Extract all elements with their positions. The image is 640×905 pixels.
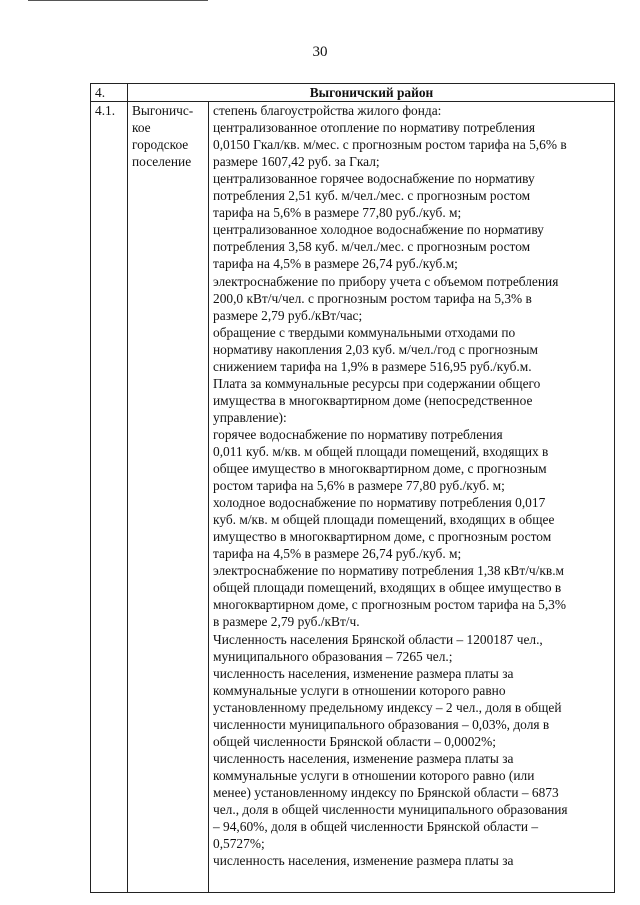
text-line: общей площади помещений, входящих в общее имущество в — [213, 580, 562, 596]
text-line: холодное водоснабжение по нормативу потребления 0,017 — [213, 495, 546, 511]
text-line: менее) установленному индексу по Брянской области – 6873 — [213, 784, 559, 800]
text-line: 0,011 куб. м/кв. м общей площади помещений, входящих в — [213, 443, 549, 459]
text-line: имущество в многоквартирном доме, с прогнозным ростом — [213, 529, 552, 545]
text-line: коммунальные услуги в отношении которого равно — [213, 682, 506, 698]
settlement-name-line: городское — [132, 137, 189, 153]
text-line: численность населения, изменение размера платы за — [213, 853, 514, 869]
text-line: размере 2,79 руб./кВт/час; — [213, 307, 363, 323]
text-line: электроснабжение по прибору учета с объемом потребления — [213, 273, 559, 289]
text-line: управление): — [213, 409, 287, 425]
settlement-name-line: кое — [132, 120, 151, 136]
text-line: численность населения, изменение размера платы за — [213, 750, 514, 766]
text-line: численность населения, изменение размера платы за — [213, 665, 514, 681]
text-line: 0,0150 Гкал/кв. м/мес. с прогнозным ростом тарифа на 5,6% в — [213, 137, 567, 153]
text-line: 0,5727%; — [213, 836, 265, 852]
settlement-name-line: поселение — [132, 154, 192, 170]
text-line: снижением тарифа на 1,9% в размере 516,95 руб./куб.м. — [213, 358, 532, 374]
text-line: тарифа на 4,5% в размере 26,74 руб./куб. м; — [213, 546, 462, 562]
text-line: установленному предельному индексу – 2 чел., доля в общей — [213, 699, 562, 715]
text-line: ростом тарифа на 5,6% в размере 77,80 руб./куб. м; — [213, 478, 505, 494]
text-line: Численность населения Брянской области – 1200187 чел., — [213, 631, 543, 647]
text-line: – 94,60%, доля в общей численности Брянской области – — [213, 819, 539, 835]
text-line: общей численности Брянской области – 0,0002%; — [213, 733, 496, 749]
text-line: потребления 2,51 куб. м/чел./мес. с прогнозным ростом — [213, 188, 531, 204]
text-line: нормативу накопления 2,03 куб. м/чел./год с прогнозным — [213, 341, 539, 357]
text-line: чел., доля в общей численности муниципального образования — [213, 801, 568, 817]
text-line: многоквартирном доме, с прогнозным ростом тарифа на 5,3% — [213, 597, 567, 613]
row-number: 4.1. — [91, 102, 128, 893]
text-line: численности муниципального образования – 0,03%, доля в — [213, 716, 550, 732]
text-line: обращение с твердыми коммунальными отходами по — [213, 324, 516, 340]
text-line: электроснабжение по нормативу потребления 1,38 кВт/ч/кв.м — [213, 563, 565, 579]
text-line: горячее водоснабжение по нормативу потребления — [213, 426, 503, 442]
text-line: централизованное горячее водоснабжение по нормативу — [213, 171, 535, 187]
page-number: 30 — [312, 44, 328, 60]
text-line: 200,0 кВт/ч/чел. с прогнозным ростом тарифа на 5,3% в — [213, 290, 532, 306]
top-rule — [28, 0, 208, 1]
text-line: тарифа на 5,6% в размере 77,80 руб./куб. м; — [213, 205, 462, 221]
text-line: централизованное отопление по нормативу потребления — [213, 120, 536, 136]
tariff-table — [90, 83, 615, 893]
text-line: тарифа на 4,5% в размере 26,74 руб./куб.м; — [213, 256, 458, 272]
tariff-description — [209, 102, 615, 893]
text-line: степень благоустройства жилого фонда: — [213, 103, 442, 119]
text-line: централизованное холодное водоснабжение по нормативу — [213, 222, 544, 238]
header-number: 4. — [91, 84, 128, 102]
text-line: в размере 2,79 руб./кВт/ч. — [213, 614, 360, 630]
text-line: размере 1607,42 руб. за Гкал; — [213, 154, 380, 170]
text-line: Плата за коммунальные ресурсы при содержании общего — [213, 375, 541, 391]
text-line: имущества в многоквартирном доме (непосредственное — [213, 392, 533, 408]
settlement-name-line: Выгоничс- — [132, 103, 194, 119]
text-line: муниципального образования – 7265 чел.; — [213, 648, 453, 664]
district-title: Выгоничский район — [128, 84, 615, 102]
text-line: потребления 3,58 куб. м/чел./мес. с прогнозным ростом — [213, 239, 531, 255]
header-row — [91, 84, 615, 102]
settlement-name — [128, 102, 209, 893]
text-line: коммунальные услуги в отношении которого равно (или — [213, 767, 535, 783]
text-line: общее имущество в многоквартирном доме, с прогнозным — [213, 461, 547, 477]
text-line: куб. м/кв. м общей площади помещений, входящих в общее — [213, 512, 555, 528]
table-row — [91, 102, 615, 893]
